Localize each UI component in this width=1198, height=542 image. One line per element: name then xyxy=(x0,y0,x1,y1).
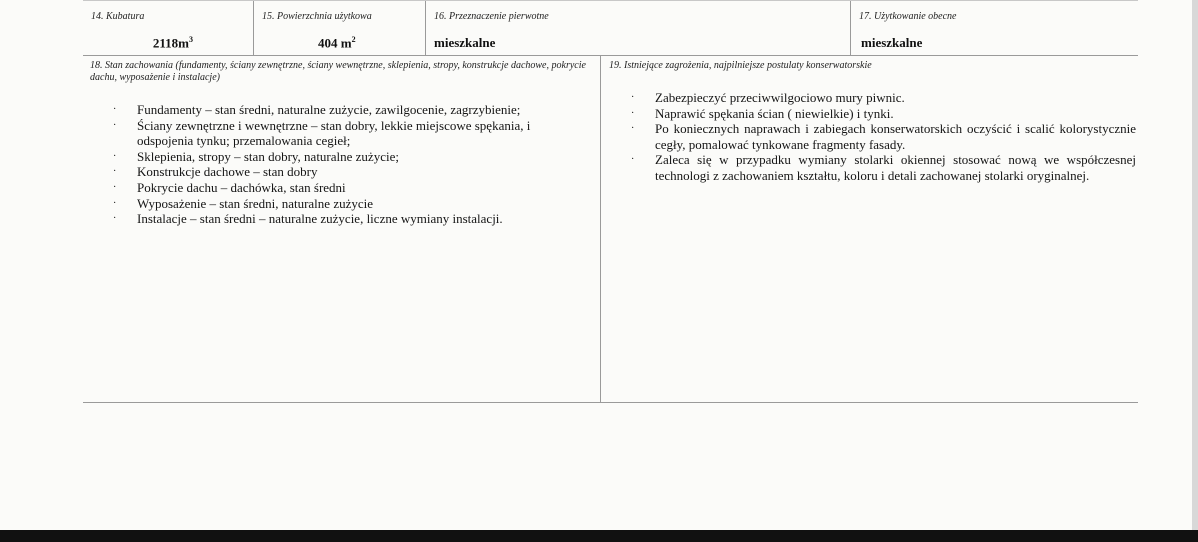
field-value: $2118m^3$ xyxy=(152,35,193,51)
list-item: · Zabezpieczyć przeciwwilgociowo mury piwnic. xyxy=(631,90,905,105)
field-value: mieszkalne xyxy=(434,35,496,50)
list-item: · Wyposażenie – stan średni, naturalne zużycie xyxy=(113,195,374,211)
bullet-icon: · xyxy=(113,166,117,178)
field-value: mieszkalne xyxy=(861,35,923,50)
field-label: 14. Kubatura xyxy=(91,11,145,22)
page-edge xyxy=(1192,0,1198,530)
field-powierzchnia xyxy=(254,1,426,55)
bullet-icon: · xyxy=(113,119,117,131)
stan-list xyxy=(113,102,588,227)
list-item: · Fundamenty – stan średni, naturalne zużycie, zawilgocenie, zagrzybienie; xyxy=(113,102,521,117)
section-label: 18. Stan zachowania (fundamenty, ściany zewnętrzne, ściany wewnętrzne, sklepienia, stropy, konstrukcje dachowe, pokrycie dachu, wyposażenie i instalacje) xyxy=(90,60,586,83)
bullet-icon: · xyxy=(113,213,117,225)
list-item: · Po koniecznych naprawach i zabiegach konserwatorskich oczyścić i scalić kolorystycznie cegły, pomalować tynkowane fragmenty fasady. xyxy=(631,121,1136,152)
bullet-icon: · xyxy=(631,123,635,135)
scan-bottom-border xyxy=(0,530,1198,542)
bullet-icon: · xyxy=(631,154,635,166)
zagrozenia-list xyxy=(631,90,1136,184)
description-row xyxy=(83,55,1138,403)
record-form xyxy=(83,0,1138,403)
field-uzytkowanie xyxy=(851,1,1138,55)
field-kubatura xyxy=(83,1,254,55)
list-item: · Naprawić spękania ścian ( niewielkie) i tynki. xyxy=(631,105,894,121)
bullet-icon: · xyxy=(631,107,635,119)
field-label: 17. Użytkowanie obecne xyxy=(859,11,957,22)
field-label: 15. Powierzchnia użytkowa xyxy=(262,11,372,22)
bullet-icon: · xyxy=(113,181,117,193)
section-stan-zachowania xyxy=(83,55,601,402)
list-item: · Konstrukcje dachowe – stan dobry xyxy=(113,164,318,180)
bullet-icon: · xyxy=(113,104,117,115)
list-item: · Instalacje – stan średni – naturalne zużycie, liczne wymiany instalacji. xyxy=(113,211,503,227)
section-zagrozenia xyxy=(601,55,1138,402)
bullet-icon: · xyxy=(113,150,117,162)
field-label: 16. Przeznaczenie pierwotne xyxy=(434,11,549,22)
list-item: · Pokrycie dachu – dachówka, stan średni xyxy=(113,179,346,195)
list-item: · Sklepienia, stropy – stan dobry, naturalne zużycie; xyxy=(113,148,399,164)
section-label: 19. Istniejące zagrożenia, najpilniejsze postulaty konserwatorskie xyxy=(609,60,872,71)
bullet-icon: · xyxy=(113,197,117,209)
list-item: · Ściany zewnętrzne i wewnętrzne – stan dobry, lekkie miejscowe spękania, i odspojenia tynku; przemalowania cegieł; xyxy=(113,117,531,149)
field-value: 404 $m^2$ xyxy=(318,35,356,51)
bullet-icon: · xyxy=(631,92,635,103)
list-item: · Zaleca się w przypadku wymiany stolarki okiennej stosować nową we współczesnej technologi z zachowaniem kształtu, koloru i detali zachowanej stolarki oryginalnej. xyxy=(631,152,1136,183)
fields-row xyxy=(83,0,1138,56)
field-przeznaczenie xyxy=(426,1,851,55)
